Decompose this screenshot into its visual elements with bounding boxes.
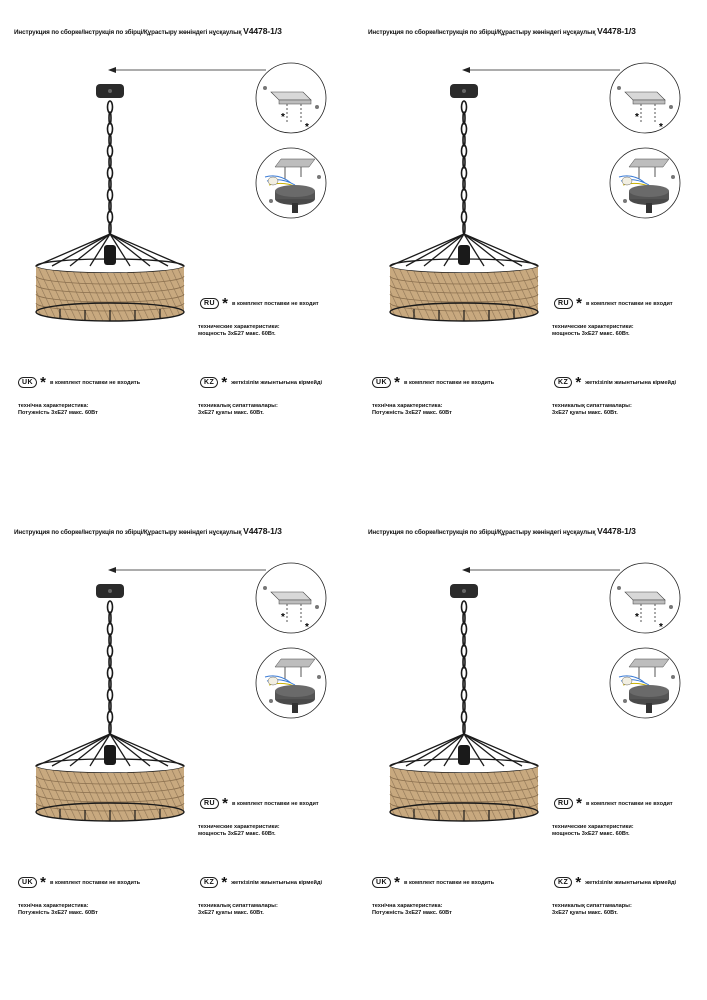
kz-note [200, 871, 322, 889]
ru-note-text: в комплект поставки не входит [585, 301, 673, 307]
model-code: V4478-1/3 [243, 526, 282, 536]
title-prefix: Инструкция по сборке/Інструкція по збірці/Құрастыру жөніндегі нұсқаулық [368, 29, 598, 36]
ru-spec-title: технические характеристики: [552, 824, 634, 830]
kz-badge: KZ [200, 877, 218, 888]
svg-text:*: * [305, 122, 309, 133]
kz-spec-title: техникалық сипаттамалары: [198, 903, 278, 909]
sheet-title [368, 526, 707, 536]
ru-note-text: в комплект поставки не входит [585, 801, 673, 807]
ru-note-text: в комплект поставки не входит [231, 801, 319, 807]
uk-note-text: в комплект поставки не входить [403, 380, 495, 386]
uk-badge: UK [18, 377, 37, 388]
kz-badge: KZ [554, 377, 572, 388]
kz-spec-value: 3хЕ27 қуаты макс. 60Вт. [198, 410, 264, 416]
kz-spec-value: 3хЕ27 қуаты макс. 60Вт. [552, 910, 618, 916]
pointer-arrow-icon [462, 64, 622, 76]
kz-specs [198, 903, 278, 917]
uk-spec-title: технічна характеристика: [372, 403, 443, 409]
kz-spec-title: техникалық сипаттамалары: [552, 903, 632, 909]
svg-text:*: * [659, 622, 663, 633]
instruction-sheet-4 [354, 500, 707, 1000]
kz-note-text: жеткізілім жиынтығына кірмейді [585, 880, 677, 886]
ru-note [200, 292, 319, 310]
ru-spec-title: технические характеристики: [198, 824, 280, 830]
pointer-arrow-icon [108, 64, 268, 76]
kz-note-text: жеткізілім жиынтығына кірмейді [585, 380, 677, 386]
ru-note-text: в комплект поставки не входит [231, 301, 319, 307]
title-prefix: Инструкция по сборке/Інструкція по збірці/Құрастыру жөніндегі нұсқаулық [14, 529, 244, 536]
kz-note-text: жеткізілім жиынтығына кірмейді [231, 380, 323, 386]
uk-spec-title: технічна характеристика: [372, 903, 443, 909]
kz-spec-title: техникалық сипаттамалары: [198, 403, 278, 409]
model-code: V4478-1/3 [597, 26, 636, 36]
mounting-bracket-icon [609, 62, 681, 134]
uk-note-text: в комплект поставки не входить [49, 880, 141, 886]
kz-spec-title: техникалық сипаттамалары: [552, 403, 632, 409]
uk-note [372, 871, 494, 889]
asterisk-icon: * [40, 874, 46, 891]
uk-badge: UK [372, 877, 391, 888]
uk-spec-title: технічна характеристика: [18, 903, 89, 909]
kz-badge: KZ [200, 377, 218, 388]
ru-note [200, 792, 319, 810]
uk-note-text: в комплект поставки не входить [403, 880, 495, 886]
svg-text:*: * [281, 612, 285, 623]
asterisk-icon: * [394, 374, 400, 391]
kz-spec-value: 3хЕ27 қуаты макс. 60Вт. [198, 910, 264, 916]
asterisk-icon: * [575, 374, 582, 391]
sheet-title [14, 526, 354, 536]
uk-badge: UK [372, 377, 391, 388]
uk-spec-value: Потужність 3хЕ27 макс. 60Вт [18, 410, 98, 416]
ru-spec-value: мощность 3хЕ27 макс. 60Вт. [552, 831, 630, 837]
asterisk-icon: * [575, 874, 582, 891]
ru-note [554, 792, 673, 810]
ru-badge: RU [554, 798, 573, 809]
svg-text:*: * [281, 112, 285, 123]
kz-specs [552, 403, 632, 417]
kz-specs [198, 403, 278, 417]
uk-specs [372, 403, 452, 417]
kz-specs [552, 903, 632, 917]
asterisk-icon: * [576, 295, 582, 312]
instruction-sheet-3 [0, 500, 353, 1000]
instruction-sheet-2 [354, 0, 707, 500]
pendant-lamp-icon [30, 80, 190, 330]
wiring-canopy-icon [609, 647, 681, 719]
kz-spec-value: 3хЕ27 қуаты макс. 60Вт. [552, 410, 618, 416]
ru-badge: RU [200, 298, 219, 309]
pendant-lamp-icon [384, 80, 544, 330]
title-prefix: Инструкция по сборке/Інструкція по збірці/Құрастыру жөніндегі нұсқаулық [14, 29, 244, 36]
wiring-canopy-icon [255, 647, 327, 719]
ru-spec-value: мощность 3хЕ27 макс. 60Вт. [198, 831, 276, 837]
uk-note [372, 371, 494, 389]
wiring-canopy-icon [255, 147, 327, 219]
asterisk-icon: * [222, 795, 228, 812]
kz-note [200, 371, 322, 389]
svg-text:*: * [659, 122, 663, 133]
ru-spec-value: мощность 3хЕ27 макс. 60Вт. [198, 331, 276, 337]
uk-spec-title: технічна характеристика: [18, 403, 89, 409]
kz-note [554, 871, 676, 889]
uk-note [18, 871, 140, 889]
asterisk-icon: * [576, 795, 582, 812]
uk-specs [372, 903, 452, 917]
instruction-sheet-1 [0, 0, 353, 500]
ru-spec-title: технические характеристики: [198, 324, 280, 330]
uk-specs [18, 403, 98, 417]
asterisk-icon: * [40, 374, 46, 391]
svg-text:*: * [635, 612, 639, 623]
ru-specs [198, 824, 280, 838]
uk-note-text: в комплект поставки не входить [49, 380, 141, 386]
sheet-title [14, 26, 354, 36]
ru-note [554, 292, 673, 310]
kz-badge: KZ [554, 877, 572, 888]
asterisk-icon: * [222, 295, 228, 312]
pendant-lamp-icon [30, 580, 190, 830]
model-code: V4478-1/3 [597, 526, 636, 536]
uk-note [18, 371, 140, 389]
mounting-bracket-icon [255, 562, 327, 634]
pendant-lamp-icon [384, 580, 544, 830]
ru-specs [552, 324, 634, 338]
mounting-bracket-icon [255, 62, 327, 134]
uk-specs [18, 903, 98, 917]
sheet-title [368, 26, 707, 36]
model-code: V4478-1/3 [243, 26, 282, 36]
uk-spec-value: Потужність 3хЕ27 макс. 60Вт [372, 410, 452, 416]
kz-note [554, 371, 676, 389]
title-prefix: Инструкция по сборке/Інструкція по збірці/Құрастыру жөніндегі нұсқаулық [368, 529, 598, 536]
pointer-arrow-icon [462, 564, 622, 576]
asterisk-icon: * [394, 874, 400, 891]
mounting-bracket-icon [609, 562, 681, 634]
ru-specs [198, 324, 280, 338]
svg-text:*: * [305, 622, 309, 633]
ru-spec-value: мощность 3хЕ27 макс. 60Вт. [552, 331, 630, 337]
svg-text:*: * [635, 112, 639, 123]
ru-badge: RU [200, 798, 219, 809]
uk-badge: UK [18, 877, 37, 888]
ru-specs [552, 824, 634, 838]
uk-spec-value: Потужність 3хЕ27 макс. 60Вт [372, 910, 452, 916]
asterisk-icon: * [221, 374, 228, 391]
ru-spec-title: технические характеристики: [552, 324, 634, 330]
ru-badge: RU [554, 298, 573, 309]
wiring-canopy-icon [609, 147, 681, 219]
uk-spec-value: Потужність 3хЕ27 макс. 60Вт [18, 910, 98, 916]
pointer-arrow-icon [108, 564, 268, 576]
asterisk-icon: * [221, 874, 228, 891]
kz-note-text: жеткізілім жиынтығына кірмейді [231, 880, 323, 886]
